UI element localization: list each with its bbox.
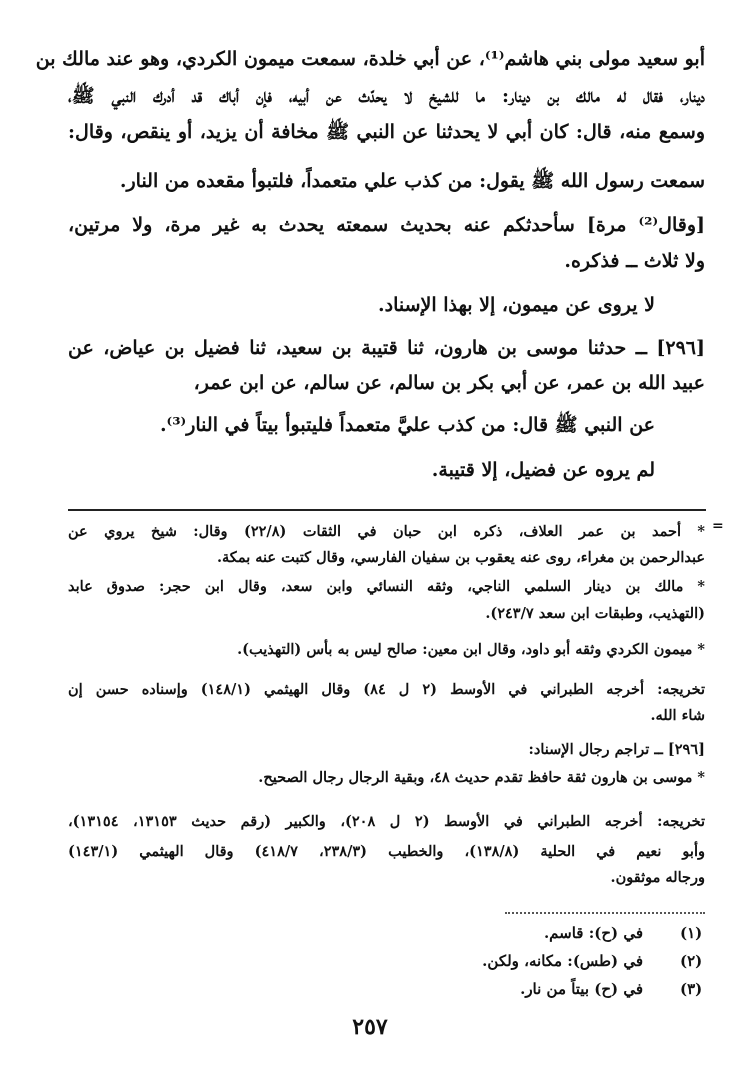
main-line: لم يروه عن فضيل، إلا قتيبة. bbox=[431, 459, 655, 481]
note-line: * مالك بن دينار السلمي الناجي، وثقه النسائي وابن سعد، وقال ابن حجر: صدوق عابد bbox=[68, 578, 705, 595]
note-line: [٢٩٦] ــ تراجم رجال الإسناد: bbox=[528, 741, 705, 758]
main-line: [وقال⁽²⁾ مرة] سأحدثكم عنه بحديث سمعته يحدث به غير مرة، ولا مرتين، bbox=[68, 214, 705, 236]
note-line: شاء الله. bbox=[650, 707, 705, 724]
main-line: لا يروى عن ميمون، إلا بهذا الإسناد. bbox=[378, 294, 655, 316]
main-line: دينار، فقال له مالك بن دينار: ما للشيخ لا يحدّث عن أبيه، فإن أباك قد أدرك النبي ﷺ، bbox=[68, 85, 705, 107]
page-number: ٢٥٧ bbox=[352, 1014, 388, 1040]
note-line: تخريجه: أخرجه الطبراني في الأوسط (٢ ل ٨٤) وقال الهيثمي (١٤٨/١) وإسناده حسن إن bbox=[68, 681, 705, 698]
note-line: وأبو نعيم في الحلية (١٣٨/٨)، والخطيب (٢٣٨/٣، ٤١٨/٧) وقال الهيثمي (١٤٣/١) bbox=[68, 843, 705, 860]
footnote-divider bbox=[505, 912, 705, 914]
main-line: سمعت رسول الله ﷺ يقول: من كذب علي متعمداً، فلتبوأ مقعده من النار. bbox=[119, 170, 705, 192]
note-line: * موسى بن هارون ثقة حافظ تقدم حديث ٤٨، وبقية الرجال رجال الصحيح. bbox=[258, 769, 705, 786]
hadith-line: عن النبي ﷺ قال: من كذب عليَّ متعمداً فليتبوأ بيتاً في النار⁽³⁾. bbox=[159, 414, 655, 436]
separator-rule bbox=[68, 509, 706, 511]
note-line: عبدالرحمن بن مغراء، روى عنه يعقوب بن سفيان الفارسي، وقال كتبت عنه بمكة. bbox=[216, 549, 705, 566]
note-line: * ميمون الكردي وثقه أبو داود، وقال ابن معين: صالح ليس به بأس (التهذيب). bbox=[237, 641, 705, 658]
note-line: تخريجه: أخرجه الطبراني في الأوسط (٢ ل ٢٠٨)، والكبير (رقم حديث ١٣١٥٣، ١٣١٥٤)، bbox=[68, 813, 705, 830]
main-line: وسمع منه، قال: كان أبي لا يحدثنا عن النبي ﷺ مخافة أن يزيد، أو ينقص، وقال: bbox=[68, 121, 705, 143]
footnote-number: (١) bbox=[680, 924, 703, 942]
footnote-number: (٢) bbox=[680, 952, 703, 970]
note-line: ورجاله موثقون. bbox=[610, 869, 705, 886]
margin-mark: = bbox=[712, 518, 724, 534]
main-line: أبو سعيد مولى بني هاشم⁽¹⁾، عن أبي خلدة، سمعت ميمون الكردي، وهو عند مالك بن bbox=[35, 48, 705, 70]
note-line: (التهذيب، وطبقات ابن سعد ٢٤٣/٧). bbox=[485, 605, 705, 622]
main-line: ولا ثلاث ــ فذكره. bbox=[564, 250, 705, 272]
hadith-line: عبيد الله بن عمر، عن أبي بكر بن سالم، عن سالم، عن ابن عمر، bbox=[193, 372, 705, 394]
footnote-text: في (ح): قاسم. bbox=[543, 924, 643, 942]
note-line: * أحمد بن عمر العلاف، ذكره ابن حبان في الثقات (٢٢/٨) وقال: شيخ يروي عن bbox=[68, 523, 705, 540]
hadith-line: [٢٩٦] ــ حدثنا موسى بن هارون، ثنا قتيبة بن سعيد، ثنا فضيل بن عياض، عن bbox=[68, 337, 705, 359]
footnote-text: في (ح) بيتاً من نار. bbox=[520, 980, 643, 998]
footnote-number: (٣) bbox=[680, 980, 703, 998]
footnote-text: في (طس): مكانه، ولكن. bbox=[482, 952, 643, 970]
